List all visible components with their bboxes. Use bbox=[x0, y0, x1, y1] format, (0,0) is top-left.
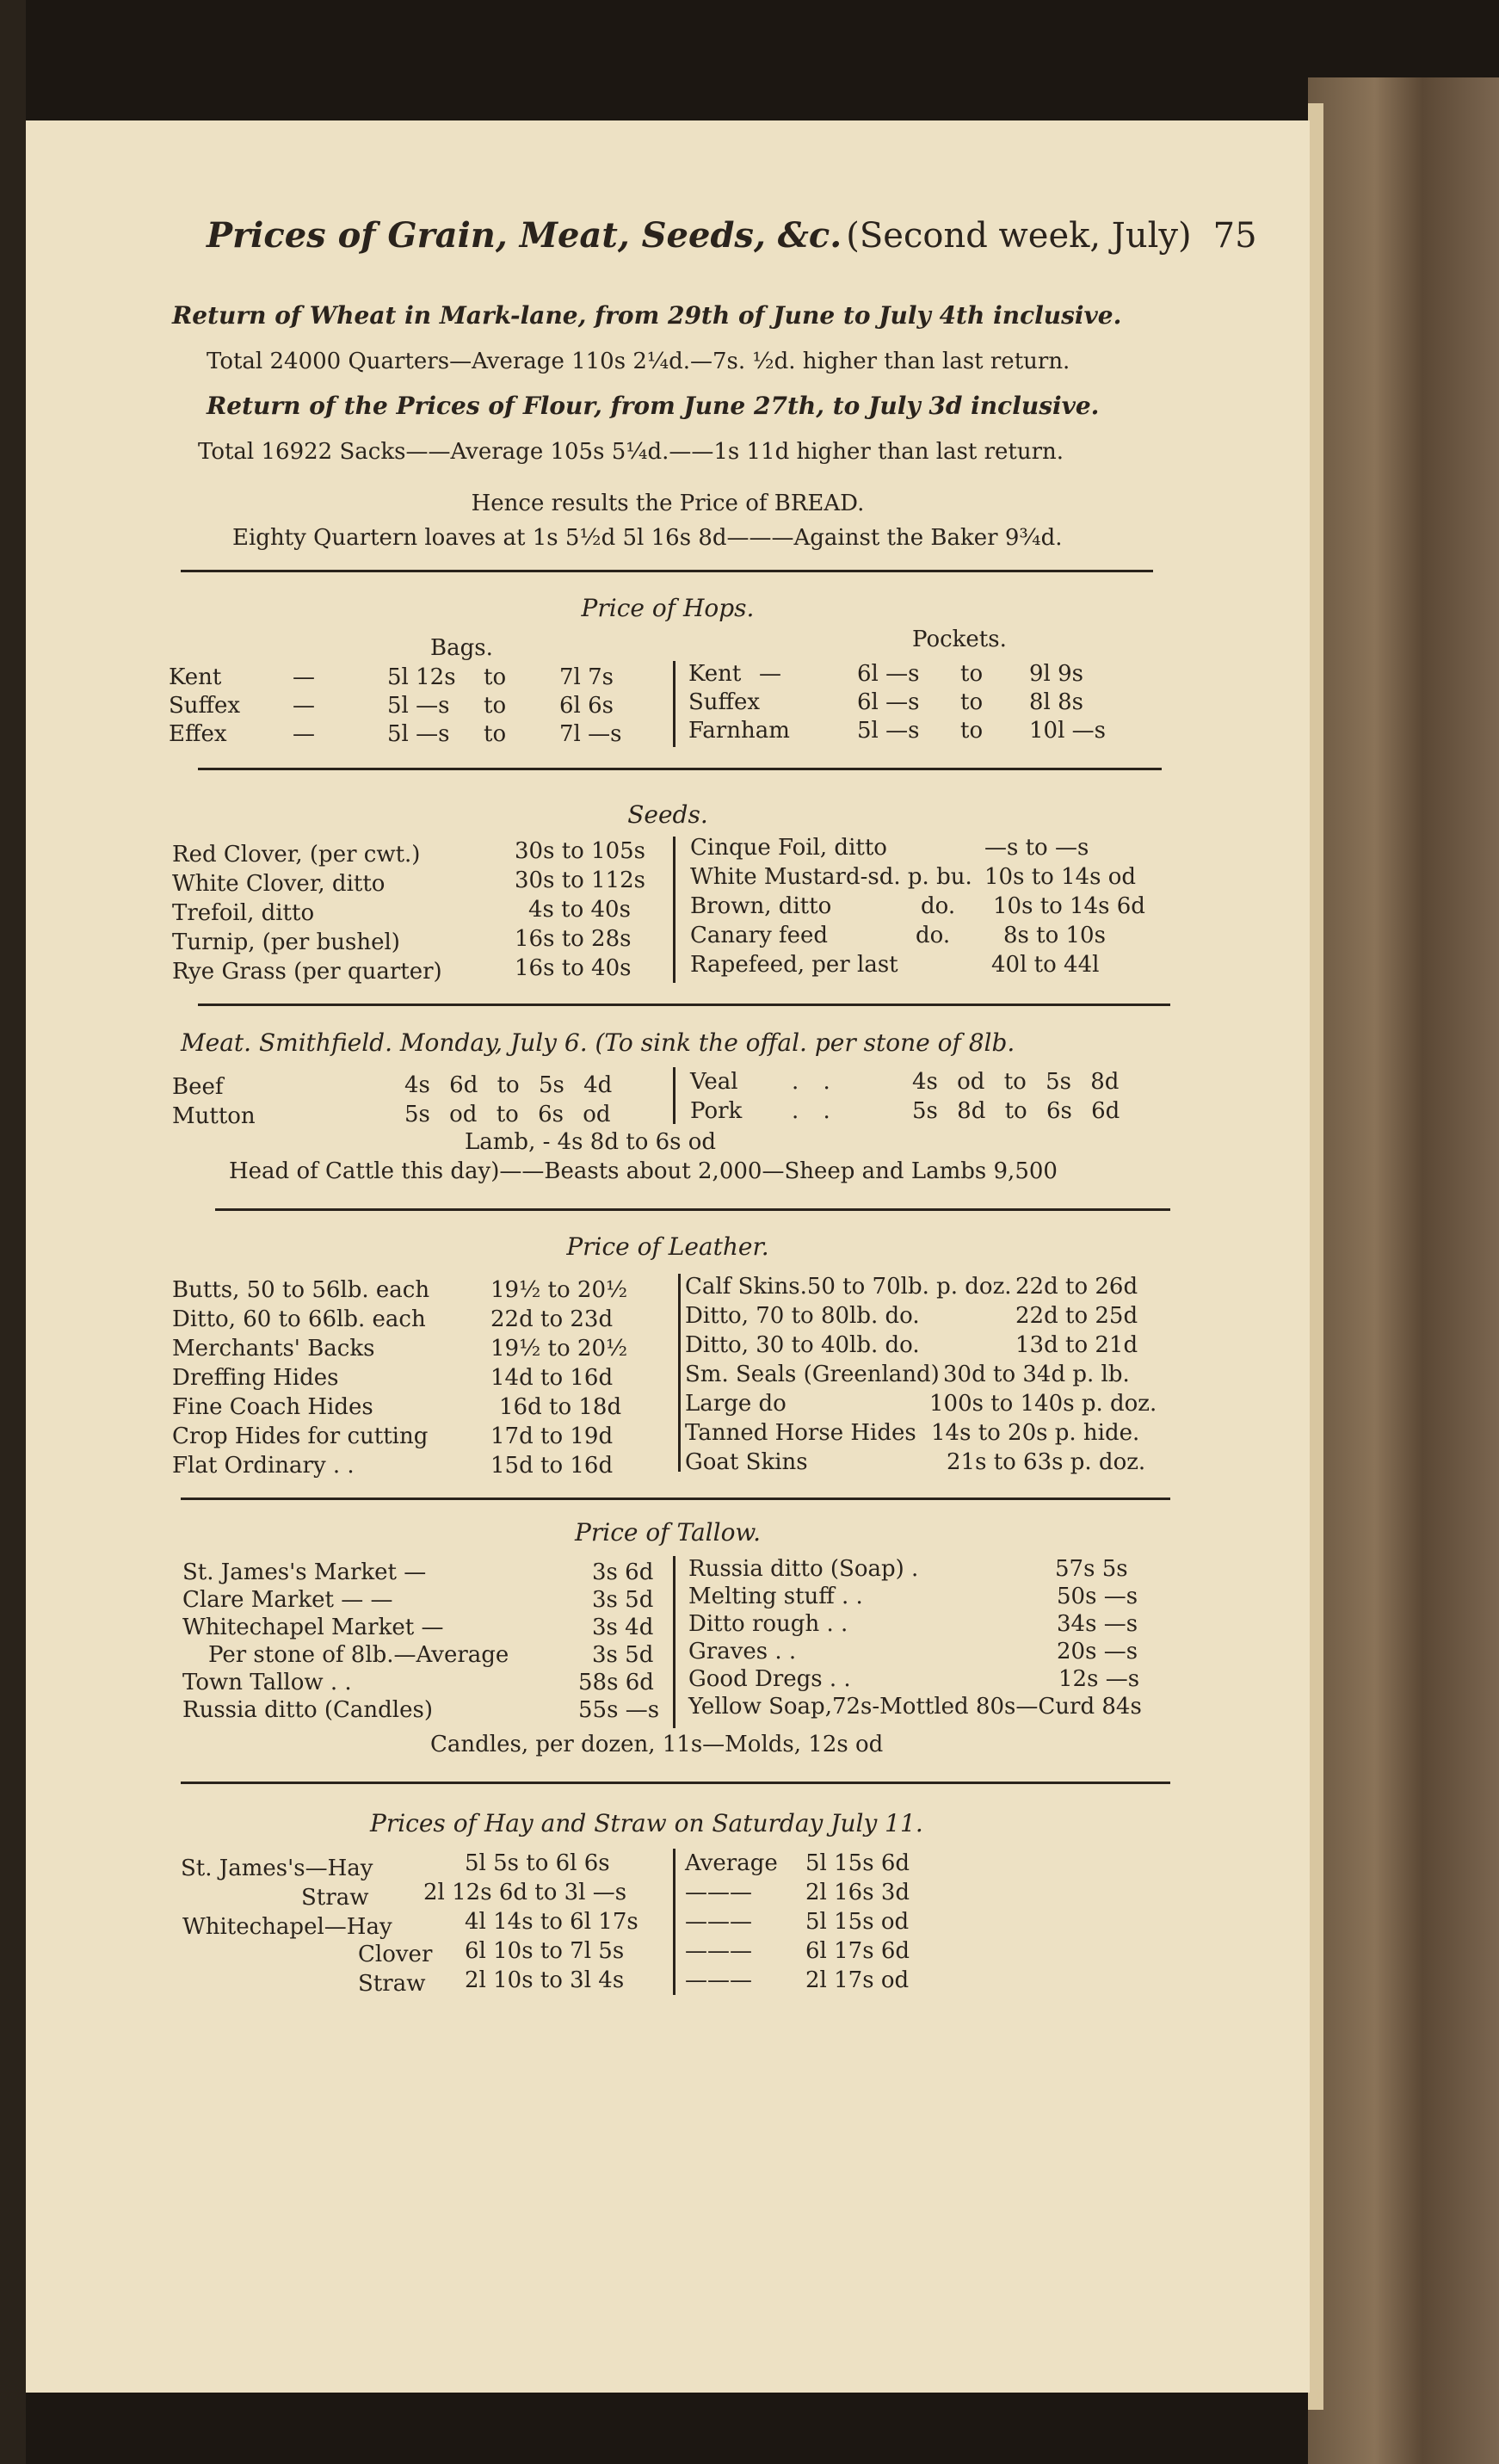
hops-bags-label: Bags. bbox=[430, 635, 493, 661]
seeds-heading: Seeds. bbox=[627, 800, 708, 829]
meat-price: 5s 8d to 6s 6d bbox=[912, 1098, 1120, 1124]
hops-name: Kent bbox=[688, 661, 742, 687]
page-subtitle: (Second week, July) bbox=[846, 216, 1192, 256]
divider bbox=[181, 1782, 1170, 1784]
meat-price: 4s 6d to 5s 4d bbox=[404, 1072, 613, 1098]
tallow-heading: Price of Tallow. bbox=[575, 1518, 761, 1547]
tallow-name: Ditto rough . . bbox=[688, 1611, 848, 1637]
meat-dots: . . bbox=[792, 1098, 830, 1124]
tallow-price: 3s 4d bbox=[592, 1615, 654, 1640]
column-divider bbox=[673, 661, 675, 747]
leather-price: 13d to 21d bbox=[1015, 1332, 1138, 1358]
tallow-name: Per stone of 8lb.—Average bbox=[208, 1642, 509, 1668]
tallow-name: St. James's Market — bbox=[182, 1559, 427, 1585]
flour-heading: Return of the Prices of Flour, from June 27th, to July 3d inclusive. bbox=[207, 392, 1100, 420]
seed-name: Brown, ditto bbox=[690, 893, 832, 919]
leather-name: Goat Skins bbox=[685, 1449, 808, 1475]
leather-name: Butts, 50 to 56lb. each bbox=[172, 1277, 430, 1303]
hops-to: to bbox=[960, 661, 984, 687]
seed-name: Red Clover, (per cwt.) bbox=[172, 842, 421, 868]
leather-price: 15d to 16d bbox=[490, 1453, 614, 1479]
page-header bbox=[207, 215, 1257, 256]
leather-name: Large do bbox=[685, 1391, 787, 1417]
leather-price: 17d to 19d bbox=[490, 1423, 614, 1449]
page-edge bbox=[1308, 103, 1323, 2410]
tallow-name: Melting stuff . . bbox=[688, 1584, 863, 1609]
column-divider bbox=[678, 1274, 681, 1472]
leather-name: Sm. Seals (Greenland) bbox=[685, 1362, 940, 1387]
hops-to: to bbox=[484, 721, 507, 747]
leather-price: 30d to 34d p. lb. bbox=[943, 1362, 1130, 1387]
hay-price: 2l 12s 6d to 3l —s bbox=[423, 1880, 627, 1905]
hay-average: 5l 15s 6d bbox=[805, 1850, 910, 1876]
book-gutter bbox=[0, 0, 26, 2464]
hay-average: 2l 17s od bbox=[805, 1967, 910, 1993]
meat-heading: Meat. Smithfield. Monday, July 6. (To sink the offal. per stone of 8lb. bbox=[181, 1028, 1015, 1057]
tallow-price: 3s 6d bbox=[592, 1559, 654, 1585]
hay-market: Whitechapel—Hay bbox=[182, 1914, 392, 1940]
hay-average-label: ——— bbox=[685, 1967, 752, 1993]
hops-high: 10l —s bbox=[1029, 718, 1107, 744]
leather-name: Ditto, 60 to 66lb. each bbox=[172, 1306, 426, 1332]
divider bbox=[198, 768, 1162, 770]
hops-name: Suffex bbox=[169, 693, 241, 719]
tallow-name: Clare Market — — bbox=[182, 1587, 393, 1613]
leather-price: 14d to 16d bbox=[490, 1365, 614, 1391]
hay-market: Straw bbox=[301, 1885, 369, 1911]
seed-price: 8s to 10s bbox=[1003, 923, 1106, 948]
hay-average: 5l 15s od bbox=[805, 1909, 910, 1935]
book-page bbox=[26, 120, 1310, 2393]
divider bbox=[181, 1498, 1170, 1500]
meat-dots: . . bbox=[792, 1069, 830, 1095]
hops-low: 5l 12s bbox=[387, 664, 456, 690]
hay-price: 2l 10s to 3l 4s bbox=[465, 1967, 625, 1993]
tallow-price: 3s 5d bbox=[592, 1642, 654, 1668]
leather-name: Tanned Horse Hides bbox=[685, 1420, 916, 1446]
hops-pockets-label: Pockets. bbox=[912, 627, 1007, 652]
hay-average-label: Average bbox=[685, 1850, 778, 1876]
book-spine bbox=[1308, 77, 1499, 2464]
tallow-name: Graves . . bbox=[688, 1639, 797, 1664]
tallow-price: 3s 5d bbox=[592, 1587, 654, 1613]
leather-name: Calf Skins.50 to 70lb. p. doz. bbox=[685, 1274, 1012, 1300]
tallow-price: 57s 5s bbox=[1055, 1556, 1128, 1582]
hops-high: 9l 9s bbox=[1029, 661, 1084, 687]
hops-high: 8l 8s bbox=[1029, 689, 1084, 715]
column-divider bbox=[673, 837, 675, 983]
seed-price: 10s to 14s 6d bbox=[993, 893, 1145, 919]
leather-price: 19½ to 20½ bbox=[490, 1277, 628, 1303]
tallow-name: Good Dregs . . bbox=[688, 1666, 851, 1692]
leather-heading: Price of Leather. bbox=[566, 1232, 769, 1261]
seed-name: Trefoil, ditto bbox=[172, 900, 315, 926]
hay-average-label: ——— bbox=[685, 1880, 752, 1905]
meat-name: Mutton bbox=[172, 1103, 256, 1129]
meat-lamb: Lamb, - 4s 8d to 6s od bbox=[465, 1129, 717, 1155]
hops-name: Suffex bbox=[688, 689, 761, 715]
hay-price: 4l 14s to 6l 17s bbox=[465, 1909, 638, 1935]
hay-market: St. James's—Hay bbox=[181, 1856, 373, 1881]
column-divider bbox=[673, 1556, 675, 1728]
seed-price: —s to —s bbox=[984, 835, 1089, 861]
leather-name: Merchants' Backs bbox=[172, 1336, 375, 1362]
meat-cattle: Head of Cattle this day)——Beasts about 2,000—Sheep and Lambs 9,500 bbox=[229, 1158, 1058, 1184]
seed-price: 30s to 112s bbox=[515, 868, 646, 893]
seed-name: Rapefeed, per last bbox=[690, 952, 898, 978]
leather-price: 100s to 140s p. doz. bbox=[929, 1391, 1157, 1417]
leather-name: Ditto, 30 to 40lb. do. bbox=[685, 1332, 920, 1358]
seed-price: 10s to 14s od bbox=[984, 864, 1137, 890]
tallow-candles: Candles, per dozen, 11s—Molds, 12s od bbox=[430, 1732, 884, 1757]
tallow-price: 58s 6d bbox=[578, 1670, 654, 1695]
seed-price: 4s to 40s bbox=[528, 897, 631, 923]
seed-price: 40l to 44l bbox=[991, 952, 1100, 978]
hops-to: to bbox=[960, 718, 984, 744]
meat-name: Beef bbox=[172, 1074, 224, 1100]
seed-unit: do. bbox=[916, 923, 951, 948]
hay-market: Clover bbox=[358, 1942, 433, 1967]
tallow-price: 20s —s bbox=[1057, 1639, 1138, 1664]
leather-price: 19½ to 20½ bbox=[490, 1336, 628, 1362]
divider bbox=[198, 1004, 1170, 1006]
hops-dash: — bbox=[293, 721, 315, 747]
bread-line-1: Hence results the Price of BREAD. bbox=[471, 491, 865, 516]
hay-average: 2l 16s 3d bbox=[805, 1880, 910, 1905]
leather-price: 21s to 63s p. doz. bbox=[947, 1449, 1146, 1475]
hops-name: Effex bbox=[169, 721, 227, 747]
hops-low: 5l —s bbox=[857, 718, 920, 744]
hay-market: Straw bbox=[358, 1971, 426, 1997]
page-number: 75 bbox=[1212, 216, 1257, 256]
leather-name: Ditto, 70 to 80lb. do. bbox=[685, 1303, 920, 1329]
wheat-total: Total 24000 Quarters—Average 110s 2¼d.—7s. ½d. higher than last return. bbox=[207, 349, 1070, 374]
meat-price: 4s od to 5s 8d bbox=[912, 1069, 1120, 1095]
divider bbox=[215, 1208, 1170, 1211]
leather-name: Flat Ordinary . . bbox=[172, 1453, 355, 1479]
seed-name: Cinque Foil, ditto bbox=[690, 835, 887, 861]
tallow-price: 34s —s bbox=[1057, 1611, 1138, 1637]
tallow-name: Russia ditto (Candles) bbox=[182, 1697, 433, 1723]
seed-price: 16s to 40s bbox=[515, 955, 632, 981]
divider bbox=[181, 570, 1153, 572]
hay-average-label: ——— bbox=[685, 1938, 752, 1964]
hay-average: 6l 17s 6d bbox=[805, 1938, 910, 1964]
hops-dash: — bbox=[759, 661, 781, 687]
tallow-price: 55s —s bbox=[578, 1697, 660, 1723]
hay-heading: Prices of Hay and Straw on Saturday July 11. bbox=[370, 1809, 923, 1837]
hops-name: Farnham bbox=[688, 718, 790, 744]
hops-name: Kent bbox=[169, 664, 222, 690]
seed-unit: do. bbox=[921, 893, 956, 919]
seed-price: 16s to 28s bbox=[515, 926, 632, 952]
tallow-price: 12s —s bbox=[1058, 1666, 1140, 1692]
seed-name: Canary feed bbox=[690, 923, 829, 948]
seed-name: Turnip, (per bushel) bbox=[172, 929, 400, 955]
hops-to: to bbox=[484, 664, 507, 690]
hops-low: 6l —s bbox=[857, 661, 920, 687]
hops-low: 5l —s bbox=[387, 721, 450, 747]
hops-to: to bbox=[960, 689, 984, 715]
bread-line-2: Eighty Quartern loaves at 1s 5½d 5l 16s 8d———Against the Baker 9¾d. bbox=[232, 525, 1063, 551]
leather-name: Fine Coach Hides bbox=[172, 1394, 373, 1420]
leather-price: 22d to 25d bbox=[1015, 1303, 1138, 1329]
wheat-heading: Return of Wheat in Mark-lane, from 29th of June to July 4th inclusive. bbox=[172, 301, 1122, 330]
hops-dash: — bbox=[293, 664, 315, 690]
flour-total: Total 16922 Sacks——Average 105s 5¼d.——1s 11d higher than last return. bbox=[198, 439, 1064, 465]
hops-high: 7l —s bbox=[559, 721, 622, 747]
tallow-name: Whitechapel Market — bbox=[182, 1615, 444, 1640]
tallow-name: Town Tallow . . bbox=[182, 1670, 352, 1695]
hops-high: 7l 7s bbox=[559, 664, 614, 690]
leather-price: 14s to 20s p. hide. bbox=[931, 1420, 1140, 1446]
leather-name: Crop Hides for cutting bbox=[172, 1423, 429, 1449]
meat-name: Veal bbox=[690, 1069, 738, 1095]
seed-price: 30s to 105s bbox=[515, 838, 646, 864]
leather-price: 22d to 26d bbox=[1015, 1274, 1138, 1300]
seed-name: White Clover, ditto bbox=[172, 871, 386, 897]
tallow-name: Russia ditto (Soap) . bbox=[688, 1556, 919, 1582]
tallow-name: Yellow Soap,72s-Mottled 80s—Curd 84s bbox=[688, 1694, 1142, 1720]
column-divider bbox=[673, 1849, 675, 1995]
meat-price: 5s od to 6s od bbox=[404, 1102, 611, 1127]
hops-to: to bbox=[484, 693, 507, 719]
hops-dash: — bbox=[293, 693, 315, 719]
leather-name: Dreffing Hides bbox=[172, 1365, 339, 1391]
tallow-price: 50s —s bbox=[1057, 1584, 1138, 1609]
seed-name: Rye Grass (per quarter) bbox=[172, 959, 442, 985]
seed-name: White Mustard-sd. p. bu. bbox=[690, 864, 972, 890]
page-title: Prices of Grain, Meat, Seeds, &c. bbox=[207, 215, 842, 256]
hops-low: 6l —s bbox=[857, 689, 920, 715]
leather-price: 16d to 18d bbox=[499, 1394, 622, 1420]
meat-name: Pork bbox=[690, 1098, 743, 1124]
hops-low: 5l —s bbox=[387, 693, 450, 719]
column-divider bbox=[673, 1067, 675, 1124]
hops-heading: Price of Hops. bbox=[581, 594, 755, 622]
leather-price: 22d to 23d bbox=[490, 1306, 614, 1332]
hay-price: 6l 10s to 7l 5s bbox=[465, 1938, 625, 1964]
hops-high: 6l 6s bbox=[559, 693, 614, 719]
hay-average-label: ——— bbox=[685, 1909, 752, 1935]
hay-price: 5l 5s to 6l 6s bbox=[465, 1850, 610, 1876]
